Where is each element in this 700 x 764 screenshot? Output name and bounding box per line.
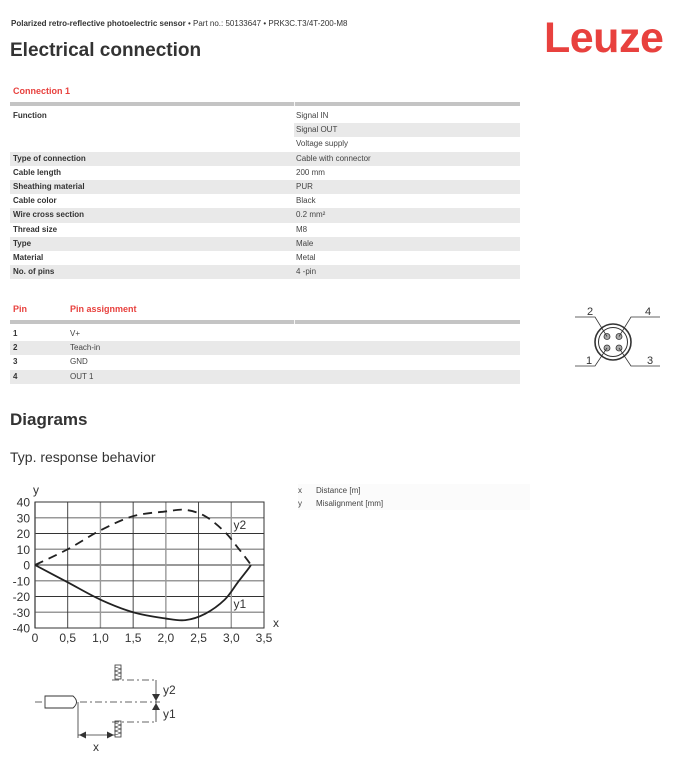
row-key: Thread size: [13, 224, 58, 234]
pin-label-2: 2: [587, 306, 594, 318]
x-tick-label: 2,5: [190, 631, 207, 645]
model-number: PRK3C.T3/4T-200-M8: [268, 19, 348, 28]
table-row: [10, 265, 520, 279]
table-row: [10, 194, 520, 208]
pin-row: [10, 341, 520, 355]
y-tick-label: 20: [16, 527, 30, 541]
row-key: Material: [13, 252, 44, 262]
legend-item-y: y Misalignment [mm]: [298, 499, 384, 508]
legend-item-x: x Distance [m]: [298, 486, 361, 495]
connection-table: [10, 102, 520, 279]
axis-legend: [298, 484, 530, 510]
pin-table: [10, 320, 520, 384]
pin-number: 2: [13, 343, 18, 353]
table-row: [10, 152, 520, 166]
x-axis-label: x: [273, 616, 279, 630]
table-row: [10, 208, 520, 222]
series-label-y2: y2: [233, 518, 247, 533]
x-tick-label: 1,5: [124, 631, 142, 645]
row-key: Type: [10, 237, 294, 251]
pin-assignment: Teach-in: [70, 343, 101, 353]
row-key: Cable color: [13, 196, 57, 206]
pin-row: [10, 355, 520, 369]
connector-inner-ring: [599, 328, 628, 357]
table-row: [10, 109, 520, 123]
row-key: [10, 137, 294, 151]
sensor-body: [45, 696, 77, 708]
part-number: Part no.: 50133647: [193, 19, 262, 28]
arrow-right: [107, 732, 114, 739]
row-key: Function: [13, 111, 47, 120]
response-chart: [0, 478, 300, 648]
page-title: Electrical connection: [10, 40, 202, 61]
y-tick-label: -40: [12, 621, 30, 636]
y-tick-label: -10: [12, 574, 30, 589]
sketch-label-y2: y2: [163, 683, 176, 697]
table-row: [10, 251, 520, 265]
row-value: Metal: [296, 252, 316, 262]
separator: •: [187, 19, 191, 28]
table-row: [10, 223, 520, 237]
row-value: Black: [296, 196, 316, 206]
connection-title: Connection 1: [13, 86, 71, 96]
pin-number: 1: [13, 329, 18, 338]
pin-assignment: GND: [70, 357, 88, 367]
pin-assignment: V+: [70, 329, 81, 338]
pin-label-3: 3: [647, 355, 654, 367]
table-row: [10, 180, 520, 194]
connection-rows: [10, 109, 520, 279]
arrow-left: [79, 732, 86, 739]
x-tick-label: 3,0: [222, 631, 240, 645]
pin-number: 3: [13, 357, 18, 367]
connector-outer-ring: [595, 324, 631, 360]
row-value: Male: [294, 237, 520, 251]
row-key: Sheathing material: [10, 180, 294, 194]
separator: •: [263, 19, 267, 28]
row-value: 4 -pin: [294, 265, 520, 279]
sketch-label-y1: y1: [163, 707, 176, 721]
x-tick-label: 0,5: [59, 631, 77, 645]
row-value: M8: [296, 224, 308, 234]
y-tick-label: 10: [16, 542, 30, 557]
pin-assignment: OUT 1: [70, 371, 94, 381]
y-tick-label: 40: [16, 495, 30, 510]
y-axis-label: y: [33, 483, 39, 497]
row-value: Cable with connector: [294, 152, 520, 166]
diagrams-title: Diagrams: [10, 410, 88, 429]
alignment-sketch: [30, 650, 210, 760]
pin-row: [10, 327, 520, 341]
x-tick-label: 2,0: [157, 631, 175, 645]
table-row: [10, 237, 520, 251]
pin-label-1: 1: [586, 355, 593, 367]
pin-assignment-header: Pin assignment: [70, 304, 137, 314]
row-value: 0.2 mm²: [294, 208, 520, 222]
diagram-subtitle: Typ. response behavior: [10, 449, 156, 465]
y-tick-label: -20: [12, 590, 30, 604]
pin-row: [10, 370, 520, 384]
row-value: 200 mm: [296, 167, 325, 177]
row-key: No. of pins: [10, 265, 294, 279]
series-label-y1: y1: [233, 596, 247, 611]
x-tick-label: 1,0: [92, 631, 109, 645]
row-key: [10, 123, 294, 137]
row-value: Voltage supply: [296, 139, 349, 149]
row-key: Type of connection: [10, 152, 294, 166]
table-row: [10, 137, 520, 151]
y-tick-label: -30: [12, 605, 30, 620]
x-tick-label: 0: [31, 631, 39, 645]
pin-header: Pin: [13, 304, 28, 314]
pin-rows: [10, 327, 520, 384]
x-tick-label: 3,5: [255, 631, 273, 645]
arrow-up: [152, 703, 160, 710]
pin-label-4: 4: [645, 306, 652, 318]
y-tick-label: 0: [23, 558, 30, 573]
row-value: Signal IN: [296, 111, 329, 120]
row-key: Cable length: [13, 167, 62, 177]
product-name: Polarized retro-reflective photoelectric sensor: [11, 19, 186, 28]
y-tick-label: 30: [16, 511, 30, 526]
sketch-label-x: x: [93, 740, 99, 754]
table-header-bar: [10, 320, 520, 324]
table-row: [10, 123, 520, 137]
arrow-down: [152, 694, 160, 701]
pin-number: 4: [13, 371, 18, 381]
row-value: PUR: [294, 180, 520, 194]
product-subtitle: [11, 19, 348, 28]
row-key: Wire cross section: [10, 208, 294, 222]
leuze-logo: Leuze: [544, 14, 664, 62]
connector-pinout-diagram: [565, 298, 670, 378]
table-header-bar: [10, 102, 520, 106]
table-row: [10, 166, 520, 180]
row-value: Signal OUT: [294, 123, 520, 137]
